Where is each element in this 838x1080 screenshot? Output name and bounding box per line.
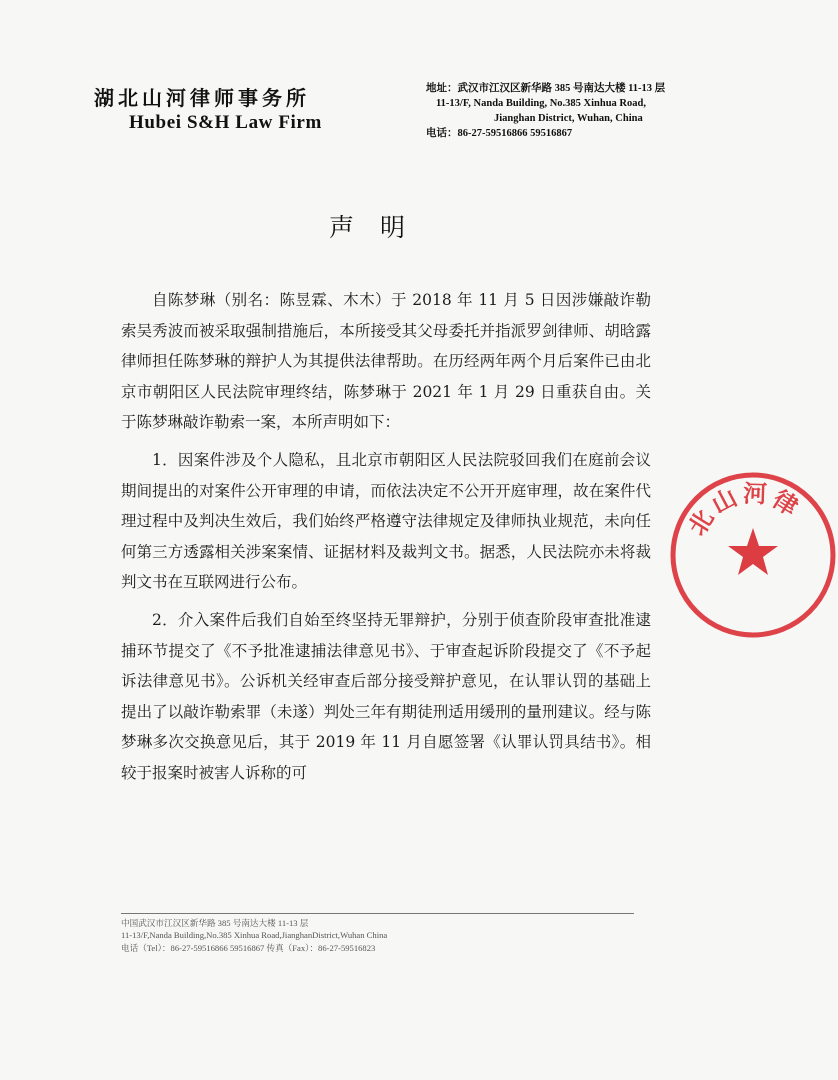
law-firm-seal (668, 470, 838, 640)
paragraph-intro: 自陈梦琳（别名：陈昱霖、木木）于 2018 年 11 月 5 日因涉嫌敲诈勒索吴秀波而被采取强制措施后，本所接受其父母委托并指派罗剑律师、胡晗露律师担任陈梦琳的辩护人为其提供法律帮助。在历经两年两个月后案件已由北京市朝阳区人民法院审理终结，陈梦琳于 2021 年 1 月 29 日重获自由。关于陈梦琳敲诈勒索一案，本所声明如下： (121, 291, 651, 432)
seal-char: 北 (683, 505, 720, 541)
phone-label: 电话： (426, 128, 458, 139)
address-cn: 武汉市江汉区新华路 385 号南达大楼 11-13 层 (457, 83, 666, 94)
seal-char: 山 (707, 483, 742, 520)
seal-char: 河 (742, 479, 768, 509)
footer-address-cn: 中国武汉市江汉区新华路 385 号南达大楼 11-13 层 (121, 918, 309, 928)
address-en-line-1: 11-13/F, Nanda Building, No.385 Xinhua Road, (436, 98, 646, 109)
firm-name-en: Hubei S&H Law Firm (129, 112, 322, 133)
paragraph-item-1: 1．因案件涉及个人隐私，且北京市朝阳区人民法院驳回我们在庭前会议期间提出的对案件公开审理的申请，而依法决定不公开开庭审理，故在案件代理过程中及判决生效后，我们始终严格遵守法律规定及律师执业规范，未向任何第三方透露相关涉案案情、证据材料及裁判文书。据悉，人民法院亦未将裁判文书在互联网进行公布。 (121, 450, 651, 592)
address-en-line-2: Jianghan District, Wuhan, China (494, 113, 643, 124)
seal-star-icon (728, 528, 778, 575)
seal-text (683, 480, 803, 541)
phone-numbers: 86-27-59516866 59516867 (457, 128, 573, 139)
document-title: 声明 (328, 213, 431, 242)
footer-address-en: 11-13/F,Nanda Building,No.385 Xinhua Road,JianghanDistrict,Wuhan China (121, 930, 388, 941)
seal-char: 律 (767, 485, 803, 522)
address-label: 地址： (426, 83, 458, 94)
letterhead-address-block (426, 81, 665, 141)
document-body (121, 285, 651, 789)
footer-contact: 电话（Tel）：86-27-59516866 59516867 传真（Fax）：86-27-59516823 (121, 942, 376, 953)
page-footer (121, 913, 634, 954)
firm-name-cn: 湖北山河律师事务所 (94, 86, 310, 110)
paragraph-item-2: 2．介入案件后我们自始至终坚持无罪辩护，分别于侦查阶段审查批准逮捕环节提交了《不予批准逮捕法律意见书》、于审查起诉阶段提交了《不予起诉法律意见书》。公诉机关经审查后部分接受辩护意见，在认罪认罚的基础上提出了以敲诈勒索罪（未遂）判处三年有期徒刑适用缓刑的量刑建议。经与陈梦琳多次交换意见后，其于 2019 年 11 月自愿签署《认罪认罚具结书》。相较于报案时被害人诉称的可 (121, 610, 651, 782)
